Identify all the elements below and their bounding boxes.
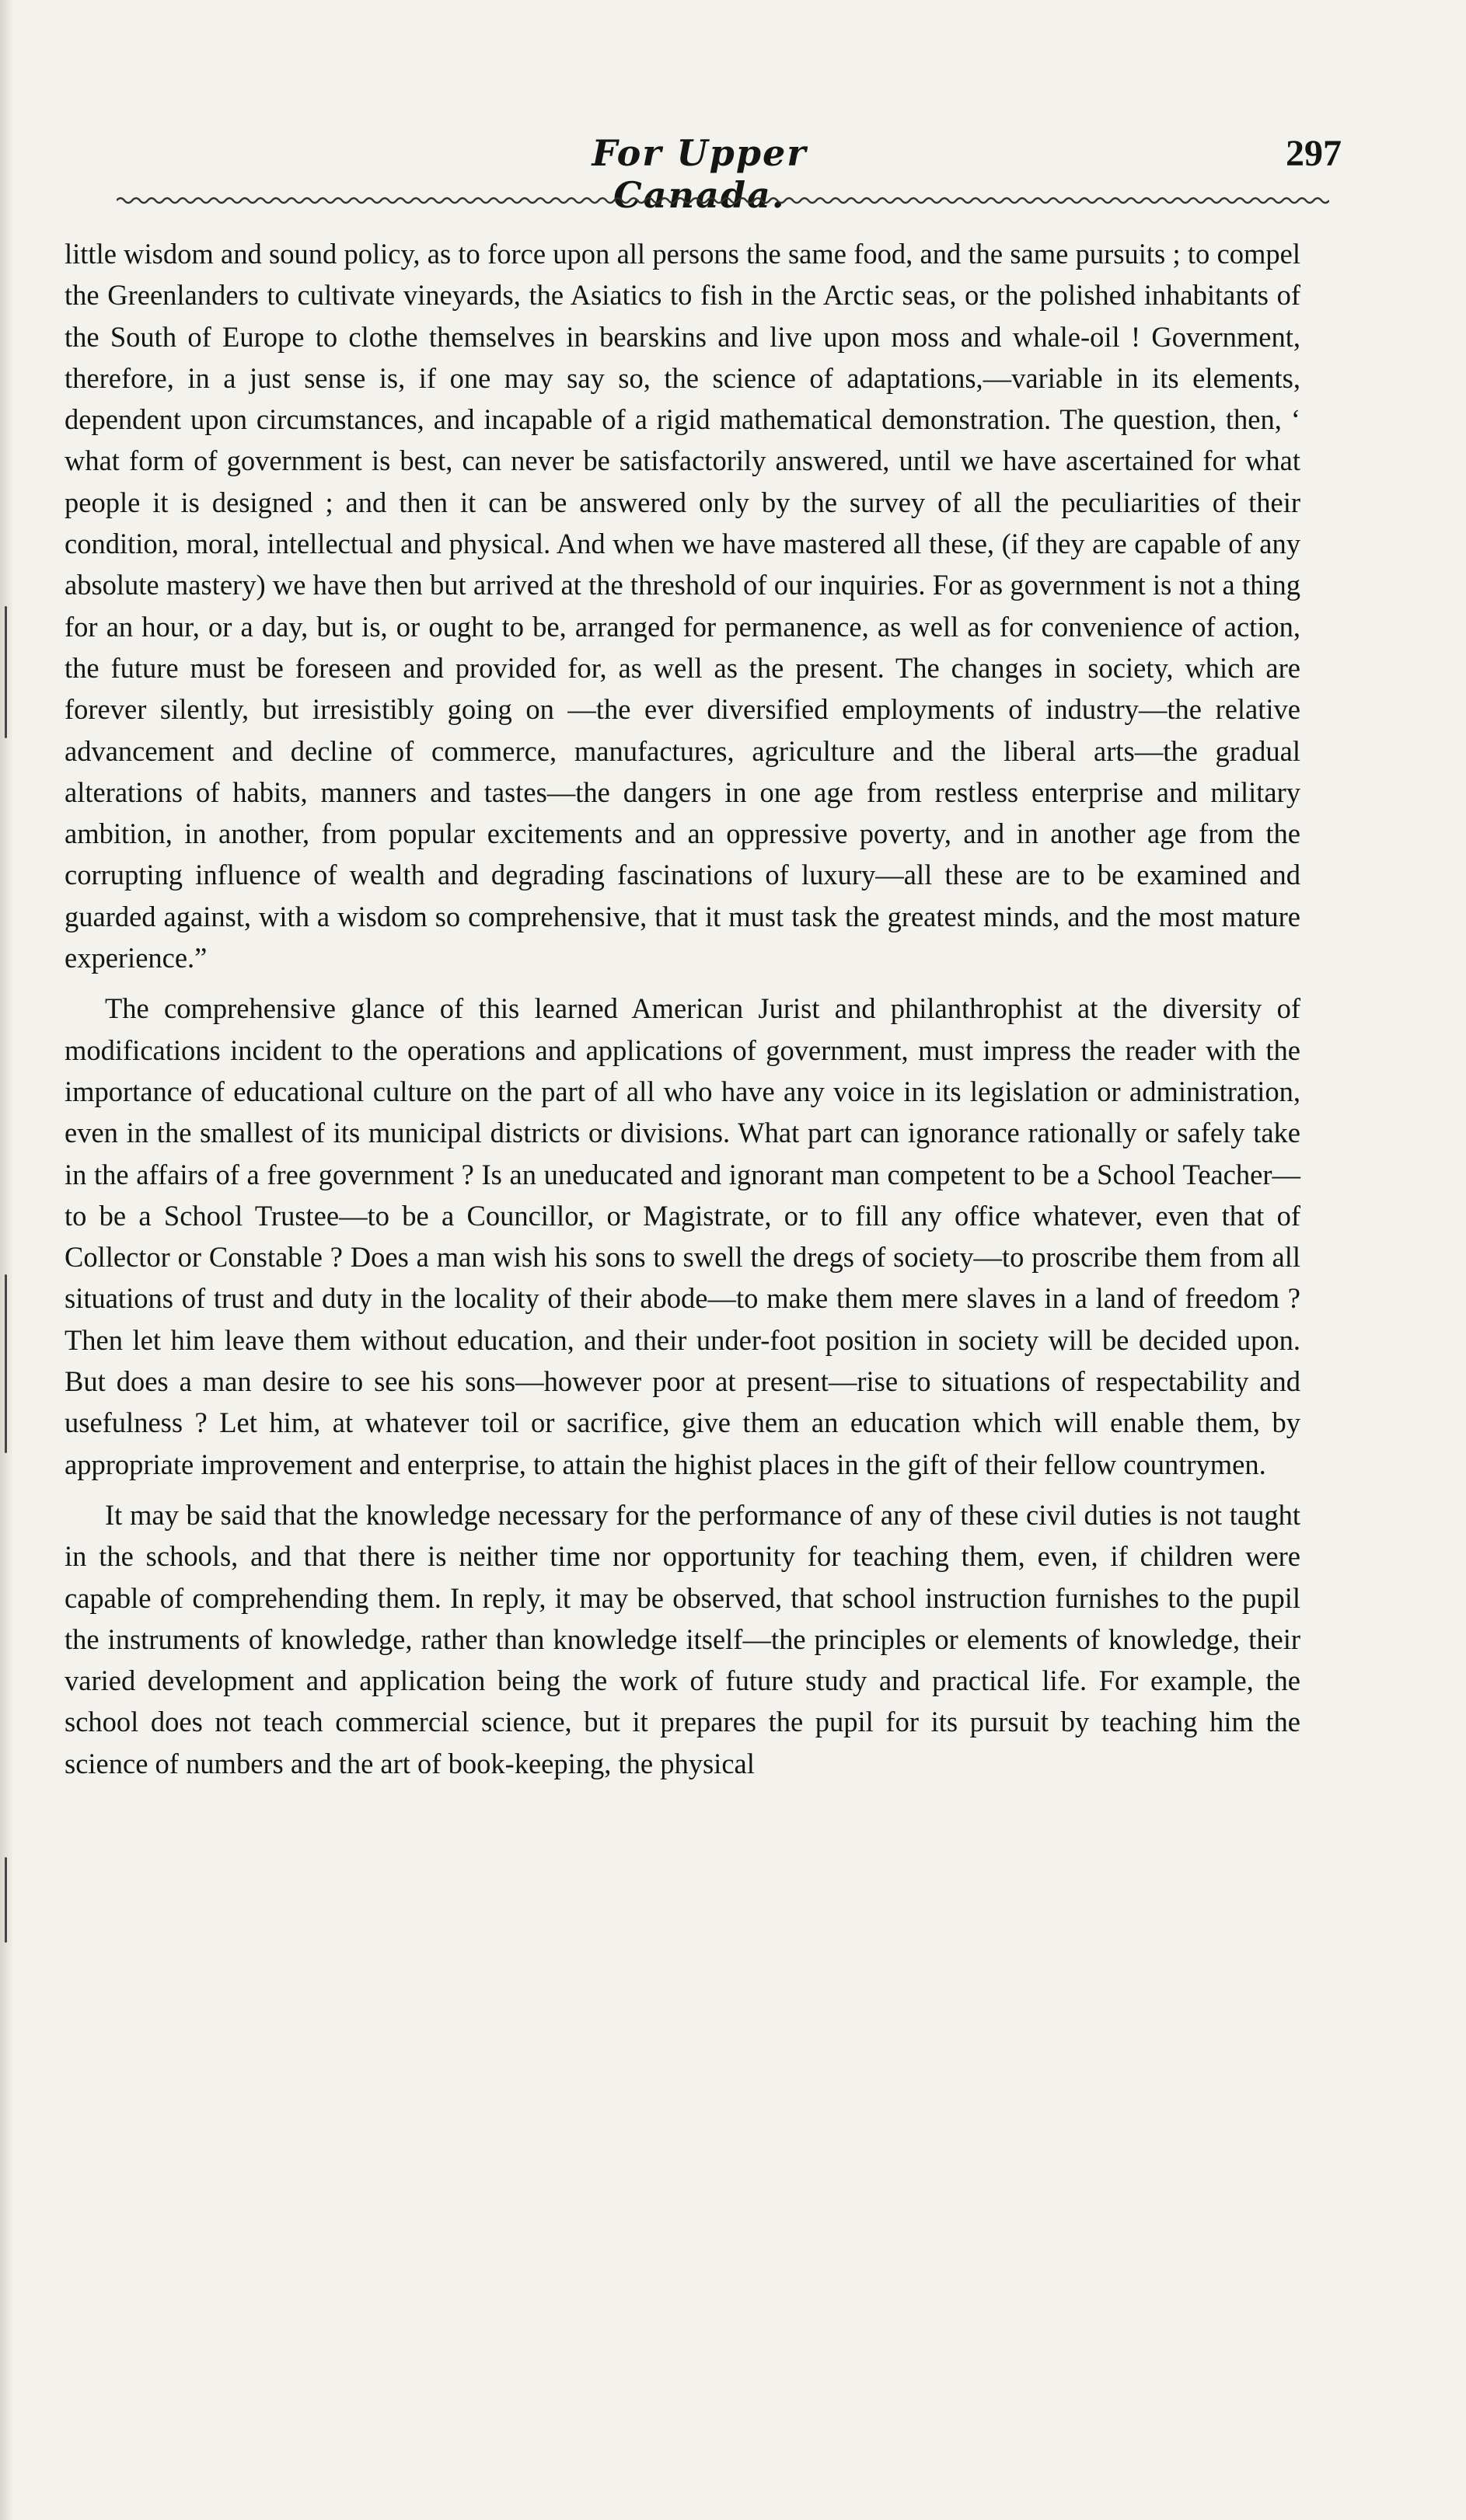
page-binding-edge xyxy=(0,0,14,2520)
wavy-rule-icon xyxy=(117,194,1329,207)
binding-mark xyxy=(5,1274,7,1453)
body-text xyxy=(65,233,1300,1784)
paragraph: The comprehensive glance of this learned American Jurist and philanthrophist at the diversity of modifications incident to the operations and applications of government, must impress the reader with the importance of educational culture on the part of all who have any voice in its legislation or administration, even in the smallest of its municipal districts or divisions. What part can ignorance rationally or safely take in the affairs of a free government ? Is an uneducated and ignorant man competent to be a School Teacher—to be a School Trustee—to be a Councillor, or Magistrate, or to fill any office whatever, even that of Collector or Constable ? Does a man wish his sons to swell the dregs of society—to proscribe them from all situations of trust and duty in the locality of their abode—to make them mere slaves in a land of freedom ? Then let him leave them without education, and their under-foot position in society will be decided upon. But does a man desire to see his sons—however poor at present—rise to situations of respectability and usefulness ? Let him, at whatever toil or sacrifice, give them an education which will enable them, by appropriate improvement and enterprise, to attain the highist places in the gift of their fellow countrymen. xyxy=(65,992,1300,1480)
page-number: 297 xyxy=(1286,133,1342,174)
running-title: For Upper Canada. xyxy=(592,132,808,216)
ornamental-rule xyxy=(117,194,1329,207)
paragraph-continuation: little wisdom and sound policy, as to force upon all persons the same food, and the same pursuits ; to compel the Greenlanders to cultivate vineyards, the Asiatics to fish in the Arctic seas, or the polished inhabitants of the South of Europe to clothe themselves in bearskins and live upon moss and whale-oil ! Government, therefore, in a just sense is, if one may say so, the science of adaptations,—variable in its elements, dependent upon circumstances, and incapable of a rigid mathematical demonstration. The question, then, ‘ what form of government is best, can never be satisfactorily answered, until we have ascertained for what people it is designed ; and then it can be answered only by the survey of all the peculiarities of their condition, moral, intellectual and physical. And when we have mastered all these, (if they are capable of any absolute mastery) we have then but arrived at the threshold of our inquiries. For as government is not a thing for an hour, or a day, but is, or ought to be, arranged for permanence, as well as for convenience of action, the future must be foreseen and provided for, as well as the present. The changes in society, which are forever silently, but irresistibly going on —the ever diversified employments of industry—the relative advancement and decline of commerce, manufactures, agriculture and the liberal arts—the gradual alterations of habits, manners and tastes—the dangers in one age from restless enterprise and military ambition, in another, from popular excitements and an oppressive poverty, and in another age from the corrupting influence of wealth and degrading fascinations of luxury—all these are to be examined and guarded against, with a wisdom so comprehensive, that it must task the greatest minds, and the most mature experience.” xyxy=(65,238,1300,974)
paragraph: It may be said that the knowledge necessary for the performance of any of these civil duties is not taught in the schools, and that there is neither time nor opportunity for teaching them, even, if children were capable of comprehending them. In reply, it may be observed, that school instruction furnishes to the pupil the instruments of knowledge, rather than knowledge itself—the principles or elements of knowledge, their varied development and application being the work of future study and practical life. For example, the school does not teach commercial science, but it prepares the pupil for its pursuit by teaching him the science of numbers and the art of book-keeping, the physical xyxy=(65,1498,1300,1779)
running-head xyxy=(0,132,1466,216)
binding-mark xyxy=(5,1857,7,1943)
binding-mark xyxy=(5,606,7,738)
